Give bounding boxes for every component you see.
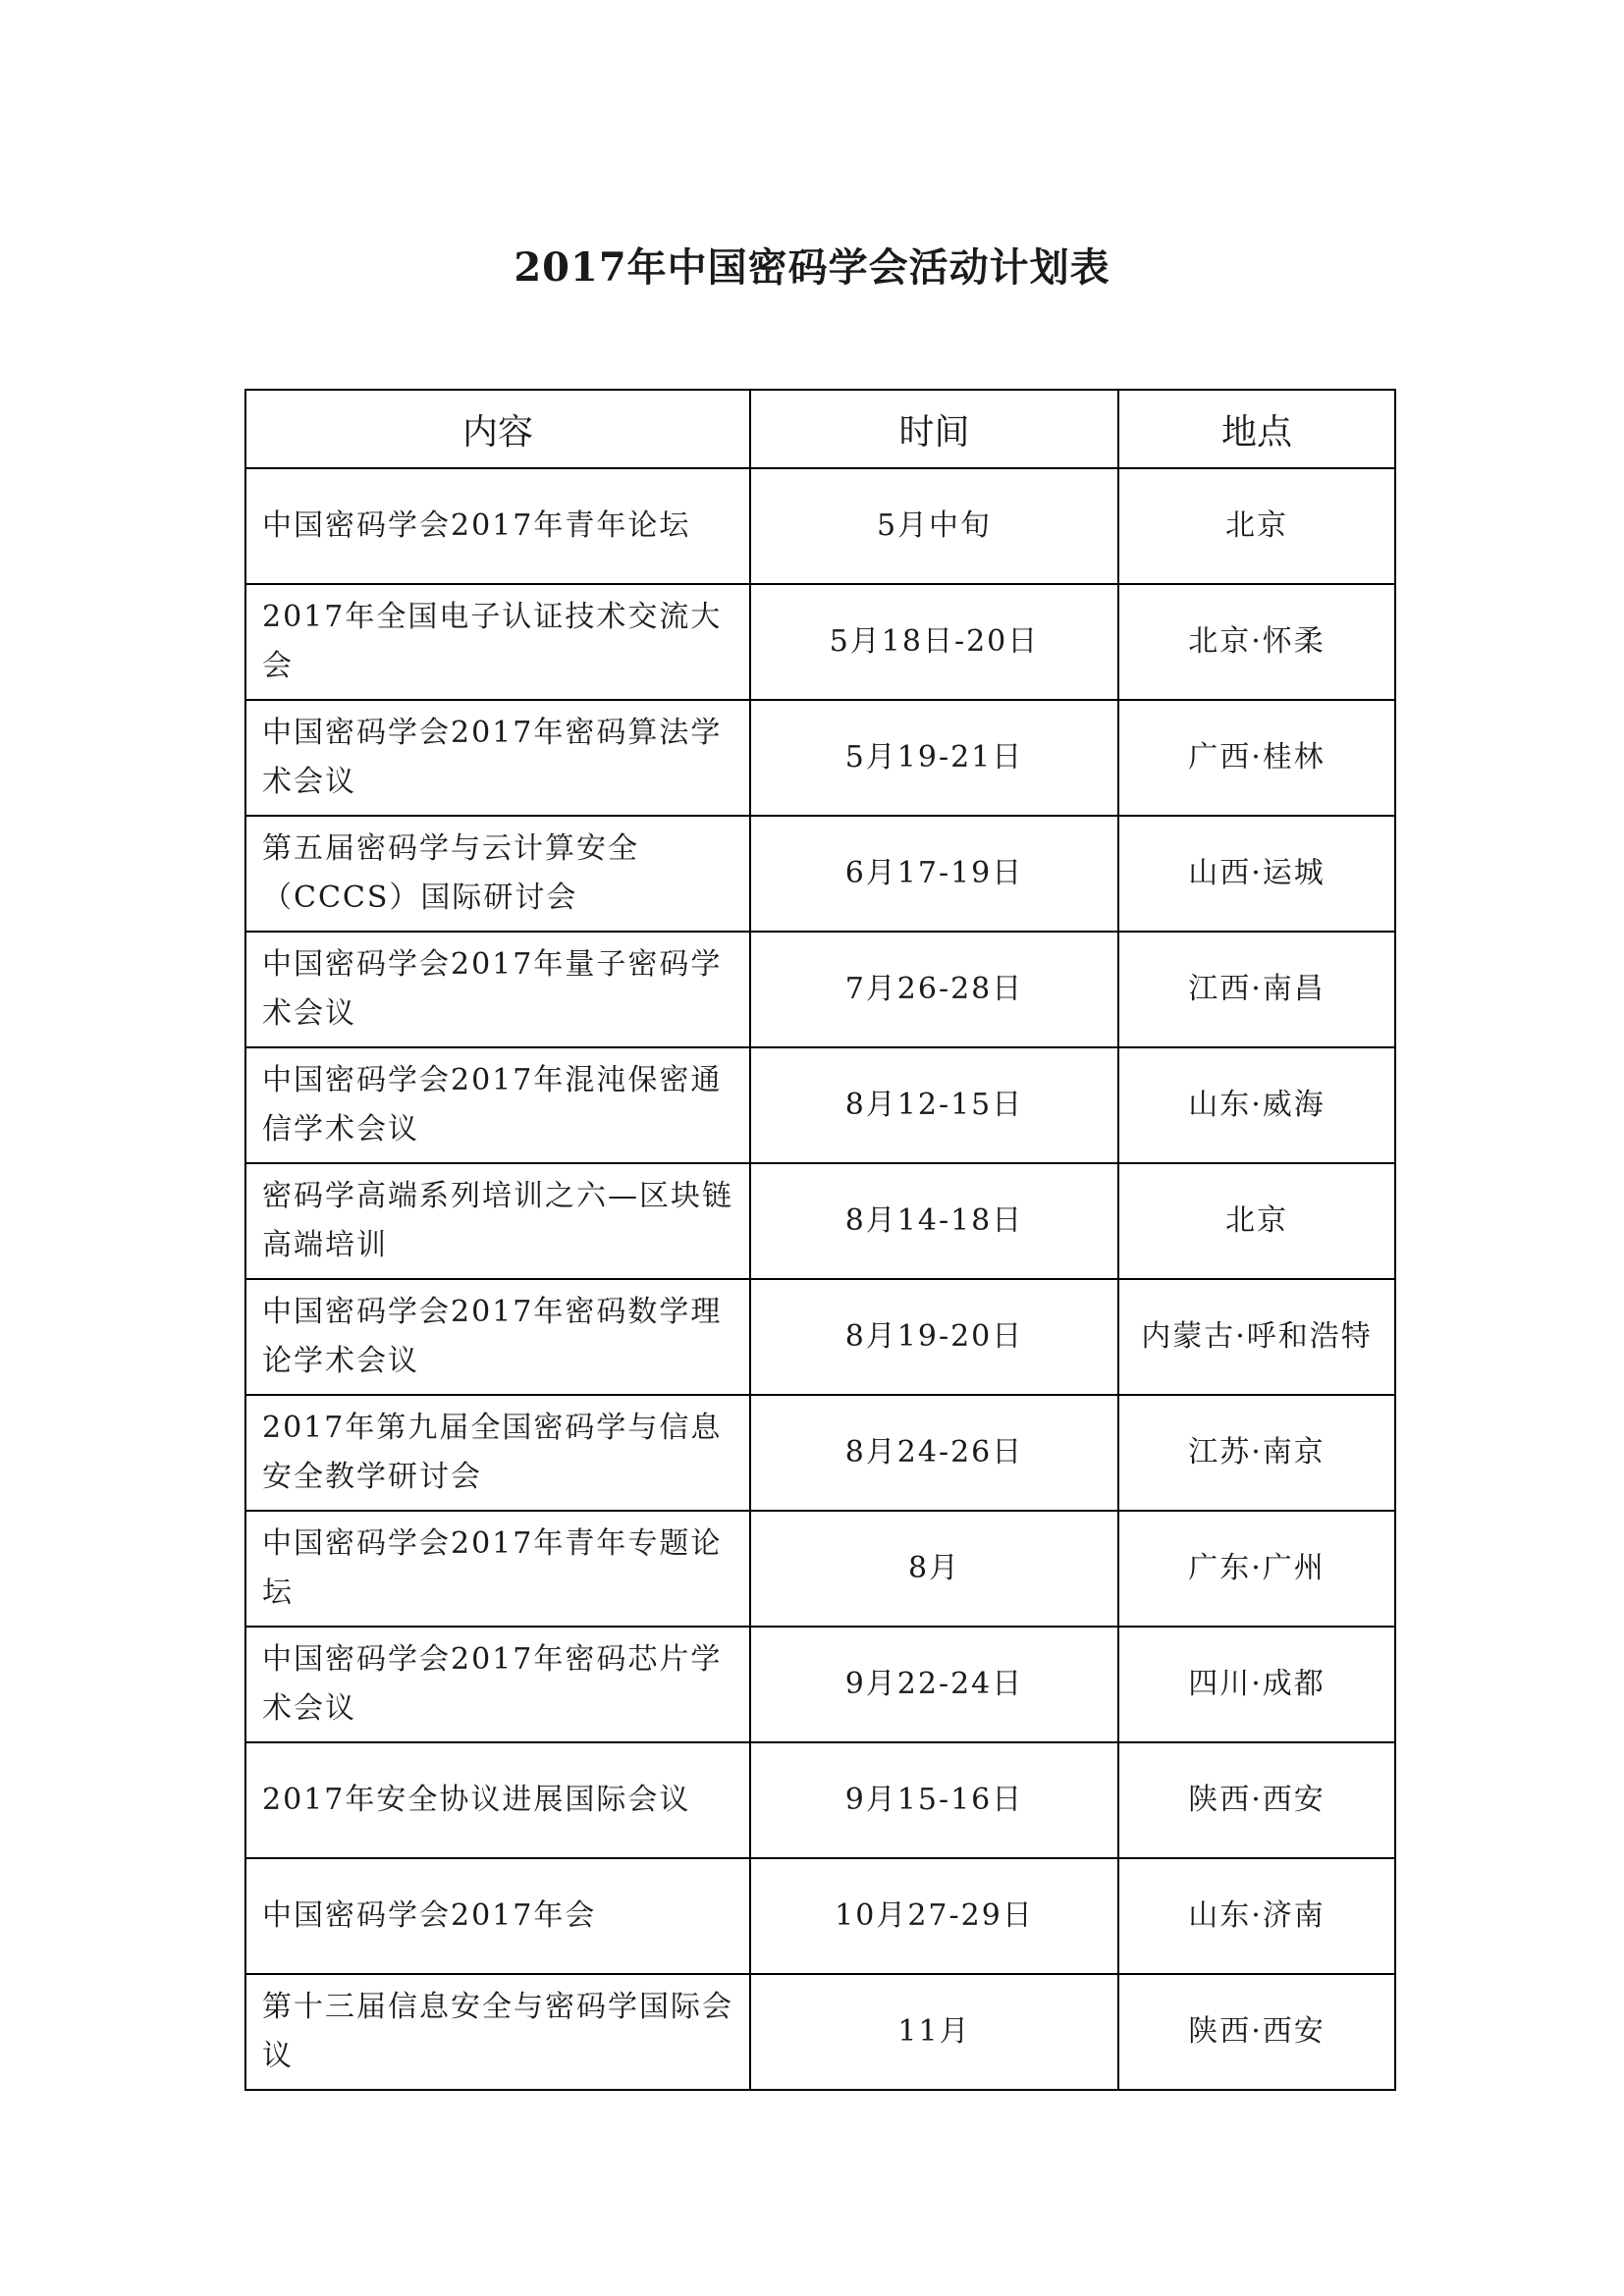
event-time: 11月	[750, 1974, 1118, 2090]
event-time: 9月22-24日	[750, 1627, 1118, 1742]
table-row	[245, 1627, 1395, 1742]
table-row	[245, 1511, 1395, 1627]
table-row	[245, 1279, 1395, 1395]
event-content: 中国密码学会2017年青年专题论坛	[245, 1511, 750, 1627]
table-row	[245, 468, 1395, 584]
event-content: 2017年安全协议进展国际会议	[245, 1742, 750, 1858]
event-content: 中国密码学会2017年密码数学理论学术会议	[245, 1279, 750, 1395]
event-time: 5月19-21日	[750, 700, 1118, 816]
event-time: 5月中旬	[750, 468, 1118, 584]
event-place: 广西·桂林	[1118, 700, 1395, 816]
page-title: 2017年中国密码学会活动计划表	[514, 244, 1110, 291]
event-content: 中国密码学会2017年混沌保密通信学术会议	[245, 1047, 750, 1163]
event-content: 2017年第九届全国密码学与信息安全教学研讨会	[245, 1395, 750, 1511]
event-place: 陕西·西安	[1118, 1974, 1395, 2090]
event-time: 8月	[750, 1511, 1118, 1627]
column-header-content: 内容	[245, 390, 750, 468]
event-time: 7月26-28日	[750, 932, 1118, 1047]
event-place: 四川·成都	[1118, 1627, 1395, 1742]
event-time: 8月19-20日	[750, 1279, 1118, 1395]
activity-schedule-table	[244, 389, 1396, 2091]
event-place: 北京·怀柔	[1118, 584, 1395, 700]
event-place: 江苏·南京	[1118, 1395, 1395, 1511]
event-time: 10月27-29日	[750, 1858, 1118, 1974]
event-place: 北京	[1118, 468, 1395, 584]
event-place: 江西·南昌	[1118, 932, 1395, 1047]
table-row	[245, 932, 1395, 1047]
event-content: 第五届密码学与云计算安全（CCCS）国际研讨会	[245, 816, 750, 932]
table-row	[245, 700, 1395, 816]
table-row	[245, 1974, 1395, 2090]
event-content: 中国密码学会2017年量子密码学术会议	[245, 932, 750, 1047]
event-content: 中国密码学会2017年密码芯片学术会议	[245, 1627, 750, 1742]
event-place: 陕西·西安	[1118, 1742, 1395, 1858]
event-place: 北京	[1118, 1163, 1395, 1279]
event-time: 8月12-15日	[750, 1047, 1118, 1163]
event-content: 中国密码学会2017年会	[245, 1858, 750, 1974]
table-row	[245, 1395, 1395, 1511]
table-row	[245, 1858, 1395, 1974]
column-header-time: 时间	[750, 390, 1118, 468]
table-header-row	[245, 390, 1395, 468]
event-content: 第十三届信息安全与密码学国际会议	[245, 1974, 750, 2090]
table-row	[245, 1163, 1395, 1279]
event-time: 6月17-19日	[750, 816, 1118, 932]
event-time: 8月24-26日	[750, 1395, 1118, 1511]
event-time: 5月18日-20日	[750, 584, 1118, 700]
event-content: 2017年全国电子认证技术交流大会	[245, 584, 750, 700]
column-header-place: 地点	[1118, 390, 1395, 468]
table-row	[245, 1047, 1395, 1163]
table-row	[245, 584, 1395, 700]
event-place: 山东·济南	[1118, 1858, 1395, 1974]
event-time: 8月14-18日	[750, 1163, 1118, 1279]
event-place: 山东·威海	[1118, 1047, 1395, 1163]
event-place: 广东·广州	[1118, 1511, 1395, 1627]
event-content: 中国密码学会2017年青年论坛	[245, 468, 750, 584]
event-place: 山西·运城	[1118, 816, 1395, 932]
event-content: 中国密码学会2017年密码算法学术会议	[245, 700, 750, 816]
table-row	[245, 1742, 1395, 1858]
event-place: 内蒙古·呼和浩特	[1118, 1279, 1395, 1395]
table-row	[245, 816, 1395, 932]
event-content: 密码学高端系列培训之六—区块链高端培训	[245, 1163, 750, 1279]
event-time: 9月15-16日	[750, 1742, 1118, 1858]
